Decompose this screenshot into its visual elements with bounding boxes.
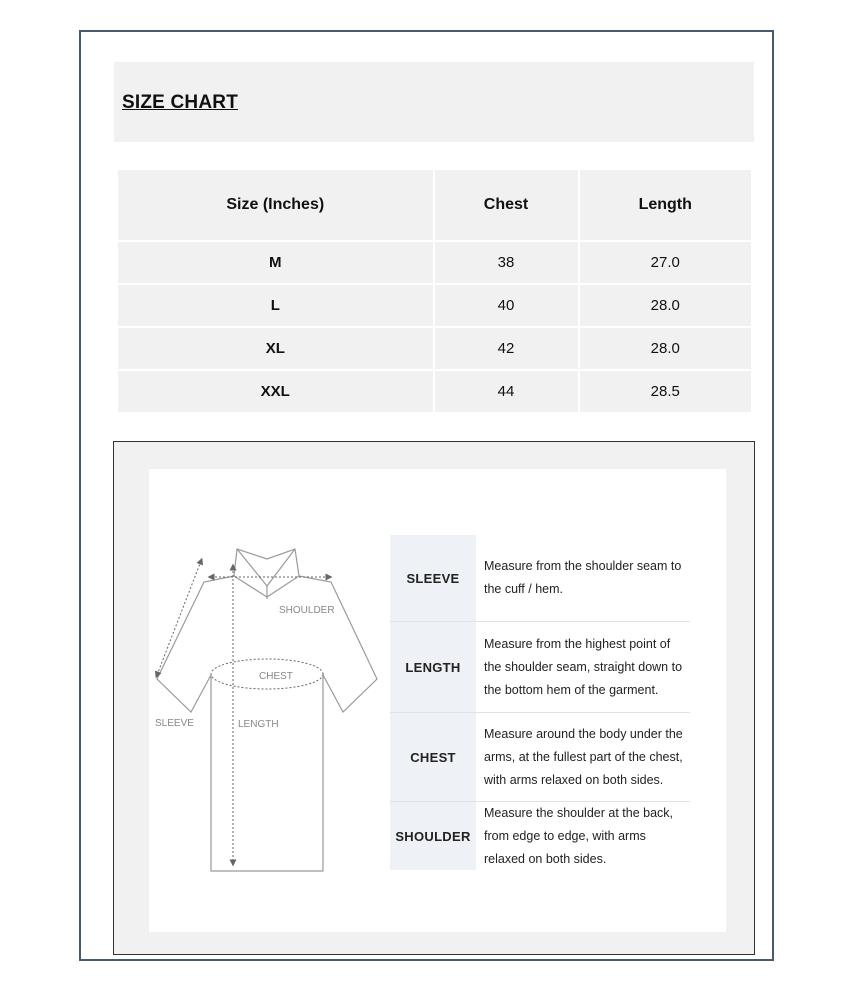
measurement-guide-panel (149, 469, 726, 932)
cell-chest: 42 (435, 328, 578, 369)
measurement-guide-box (113, 441, 755, 955)
sleeve-label: SLEEVE (155, 718, 194, 729)
cell-size: L (118, 285, 433, 326)
cell-size: XXL (118, 371, 433, 412)
cell-chest: 40 (435, 285, 578, 326)
guide-description: Measure the shoulder at the back, from edge to edge, with arms relaxed on both sides. (484, 805, 674, 866)
measurement-guide-list (390, 535, 690, 870)
guide-term: SHOULDER (390, 802, 476, 870)
table-row (118, 371, 751, 412)
table-row (118, 285, 751, 326)
list-item (390, 535, 690, 622)
shoulder-label: SHOULDER (279, 605, 335, 616)
table-row (118, 328, 751, 369)
size-table (116, 168, 753, 414)
table-row (118, 242, 751, 283)
header-length: Length (580, 170, 752, 240)
shirt-outline-icon (157, 549, 377, 871)
title-band (114, 62, 754, 142)
header-size: Size (Inches) (118, 170, 433, 240)
cell-length: 28.5 (580, 371, 752, 412)
guide-term: LENGTH (390, 622, 476, 712)
cell-length: 28.0 (580, 328, 752, 369)
guide-term: SLEEVE (390, 535, 476, 621)
length-label: LENGTH (238, 719, 279, 730)
cell-chest: 38 (435, 242, 578, 283)
cell-length: 28.0 (580, 285, 752, 326)
guide-description: Measure from the highest point of the shoulder seam, straight down to the bottom hem of the garment. (484, 636, 683, 697)
cell-length: 27.0 (580, 242, 752, 283)
list-item (390, 622, 690, 713)
table-header-row (118, 170, 751, 240)
list-item (390, 802, 690, 870)
shirt-diagram (149, 469, 389, 932)
chest-label: CHEST (259, 671, 293, 682)
guide-description: Measure from the shoulder seam to the cuff / hem. (484, 559, 682, 596)
list-item (390, 713, 690, 802)
cell-chest: 44 (435, 371, 578, 412)
guide-term: CHEST (390, 713, 476, 801)
cell-size: M (118, 242, 433, 283)
guide-description: Measure around the body under the arms, at the fullest part of the chest, with arms relaxed on both sides. (484, 726, 683, 787)
header-chest: Chest (435, 170, 578, 240)
page-title: SIZE CHART (122, 92, 238, 113)
cell-size: XL (118, 328, 433, 369)
